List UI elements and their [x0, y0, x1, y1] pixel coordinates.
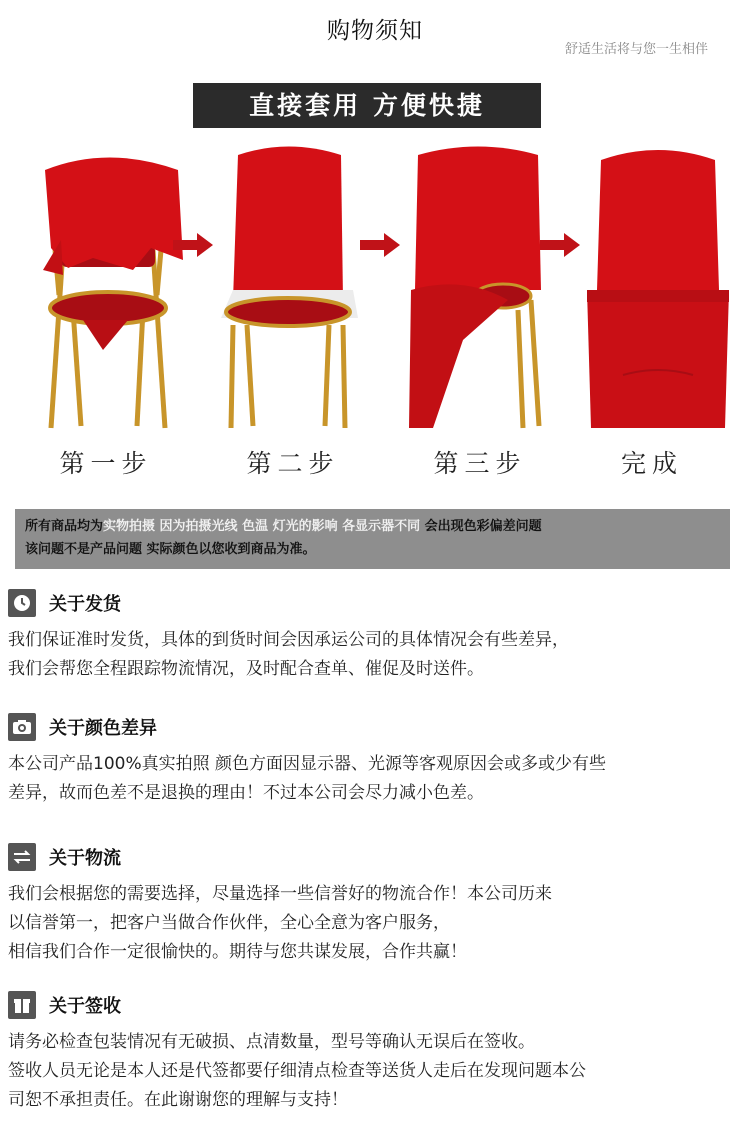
exchange-arrows-icon [8, 843, 36, 871]
section-line: 以信誉第一，把客户当做合作伙伴，全心全意为客户服务， [8, 913, 450, 933]
camera-icon [8, 713, 36, 741]
clock-icon [8, 589, 36, 617]
section-title: 关于颜色差异 [49, 718, 157, 739]
steps-illustration [0, 140, 750, 440]
instruction-banner: 直接套用 方便快捷 [193, 83, 541, 128]
step-label-2: 第二步 [246, 449, 340, 478]
section-line: 签收人员无论是本人还是代签都要仔细清点检查等送货人走后在发现问题本公 [8, 1061, 586, 1081]
section-line: 相信我们合作一定很愉快的。期待与您共谋发展，合作共赢！ [8, 942, 467, 962]
section-line: 我们会帮您全程跟踪物流情况，及时配合查单、催促及时送件。 [8, 659, 484, 679]
step1-chair-image [33, 140, 183, 430]
section-line: 请务必检查包装情况有无破损、点清数量，型号等确认无误后在签收。 [8, 1032, 535, 1052]
notice-text: 该问题不是产品问题 实际颜色以您收到商品为准。 [25, 542, 316, 557]
tagline: 舒适生活将与您一生相伴 [564, 42, 708, 57]
section-shipping [8, 588, 728, 684]
notice-text: 会出现色彩偏差问题 [420, 519, 542, 534]
color-notice [15, 509, 730, 569]
step3-chair-image [403, 140, 553, 430]
section-color-difference [8, 712, 728, 808]
section-logistics [8, 842, 728, 967]
step-label-done: 完成 [620, 449, 683, 478]
step2-chair-image [213, 140, 363, 430]
notice-text: 所有商品均为 [25, 519, 104, 534]
section-line: 我们保证准时发货，具体的到货时间会因承运公司的具体情况会有些差异， [8, 630, 569, 650]
section-title: 关于物流 [49, 848, 121, 869]
section-line: 差异，故而色差不是退换的理由！不过本公司会尽力减小色差。 [8, 783, 484, 803]
arrow-right-icon [540, 233, 580, 257]
step-label-1: 第一步 [59, 449, 153, 478]
notice-highlight: 实物拍摄 因为拍摄光线 色温 灯光的影响 各显示器不同 [103, 519, 421, 534]
section-title: 关于发货 [49, 594, 121, 615]
page-title: 购物须知 [327, 18, 423, 44]
arrow-right-icon [173, 233, 213, 257]
package-icon [8, 991, 36, 1019]
section-line: 司恕不承担责任。在此谢谢您的理解与支持！ [8, 1090, 348, 1110]
step-label-3: 第三步 [433, 449, 527, 478]
arrow-right-icon [360, 233, 400, 257]
section-receipt [8, 990, 728, 1115]
done-chair-image [583, 140, 733, 430]
section-line: 我们会根据您的需要选择，尽量选择一些信誉好的物流合作！本公司历来 [8, 884, 552, 904]
section-line: 本公司产品100%真实拍照 颜色方面因显示器、光源等客观原因会或多或少有些 [8, 754, 607, 774]
section-title: 关于签收 [49, 996, 121, 1017]
